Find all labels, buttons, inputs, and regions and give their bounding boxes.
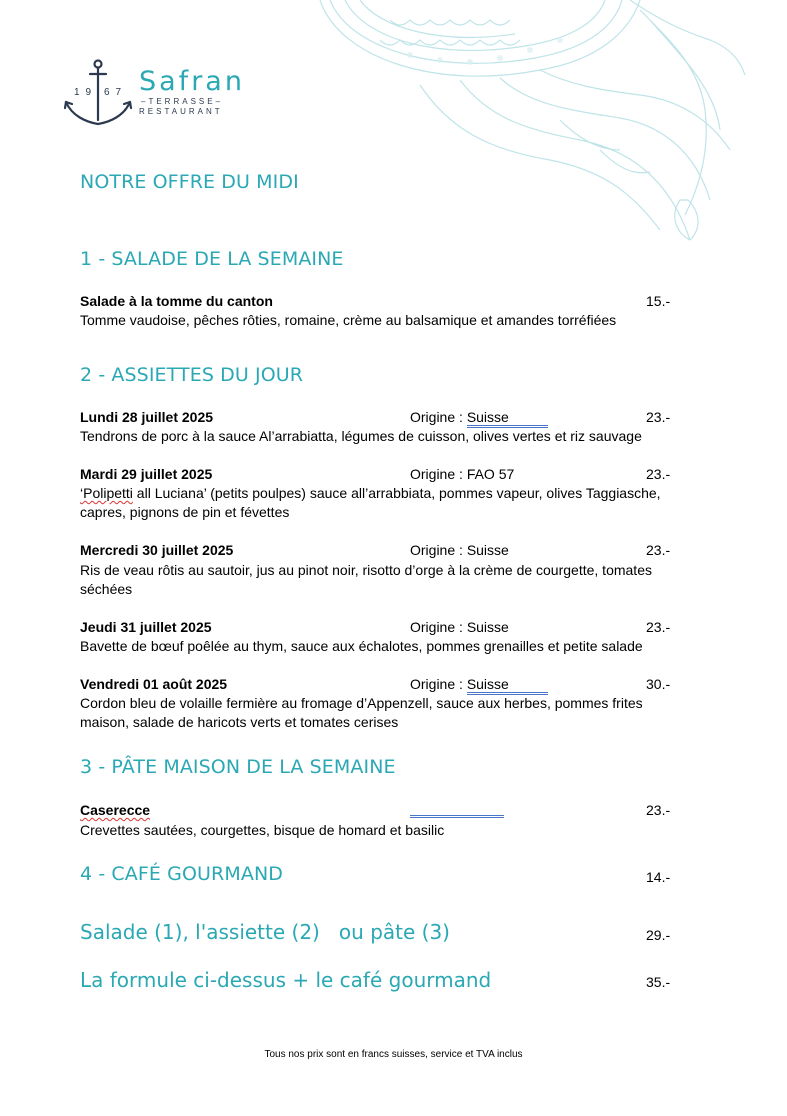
formula-1-label: Salade (1), l'assiette (2) ou pâte (3) — [80, 920, 450, 944]
desc-mardi: ‘Polipetti all Luciana’ (petits poulpes) sauce all’arrabbiata, pommes vapeur, olives Taggiasche, capres, pignons de pin et févettes — [80, 485, 661, 520]
logo-name: Safran — [139, 66, 245, 97]
pate-origin-blank — [410, 815, 504, 818]
salade-name: Salade à la tomme du canton — [80, 293, 273, 309]
price-lundi: 23.- — [646, 409, 671, 425]
section-heading-pate: 3 - PÂTE MAISON DE LA SEMAINE — [80, 756, 396, 778]
formula-1-price: 29.- — [646, 927, 671, 943]
section-heading-cafe: 4 - CAFÉ GOURMAND — [80, 863, 283, 885]
salade-desc: Tomme vaudoise, pêches rôties, romaine, crème au balsamique et amandes torréfiées — [80, 312, 617, 328]
logo-line-1-wrap: –TERRASSE– — [141, 97, 224, 106]
salade-price: 15.- — [646, 293, 671, 309]
day-mercredi: Mercredi 30 juillet 2025 — [80, 542, 234, 558]
logo-year-right: 67 — [104, 87, 128, 98]
desc-vendredi: Cordon bleu de volaille fermière au fromage d’Appenzell, sauce aux herbes, pommes frites maison, salade de haricots verts et tomates cerises — [80, 695, 643, 730]
desc-jeudi: Bavette de bœuf poêlée au thym, sauce aux échalotes, pommes grenailles et petite salade — [80, 638, 643, 654]
section-heading-assiettes: 2 - ASSIETTES DU JOUR — [80, 364, 304, 386]
formula-2-label: La formule ci-dessus + le café gourmand — [80, 968, 492, 992]
price-mercredi: 23.- — [646, 542, 671, 558]
desc-mercredi: Ris de veau rôtis au sautoir, jus au pinot noir, risotto d’orge à la crème de courgette, tomates séchées — [80, 562, 652, 597]
jellyfish-illustration — [300, 0, 760, 250]
price-jeudi: 23.- — [646, 619, 671, 635]
day-jeudi: Jeudi 31 juillet 2025 — [80, 619, 212, 635]
origin-jeudi: Origine : Suisse — [410, 619, 509, 635]
cafe-price: 14.- — [646, 869, 671, 885]
pate-price: 23.- — [646, 802, 671, 818]
origin-mercredi: Origine : Suisse — [410, 542, 509, 558]
logo-line-1: TERRASSE — [148, 97, 216, 106]
logo-year-left: 19 — [74, 87, 98, 98]
section-heading-salade: 1 - SALADE DE LA SEMAINE — [80, 248, 344, 270]
price-mardi: 23.- — [646, 466, 671, 482]
day-vendredi: Vendredi 01 août 2025 — [80, 676, 228, 692]
pate-name: Caserecce — [80, 802, 151, 818]
price-vendredi: 30.- — [646, 676, 671, 692]
origin-lundi: Origine : Suisse — [410, 409, 548, 428]
desc-lundi: Tendrons de porc à la sauce Al’arrabiatta, légumes de cuisson, olives vertes et riz sauvage — [80, 428, 642, 444]
formula-2-price: 35.- — [646, 974, 671, 990]
pate-desc: Crevettes sautées, courgettes, bisque de homard et basilic — [80, 822, 445, 838]
day-mardi: Mardi 29 juillet 2025 — [80, 466, 213, 482]
origin-vendredi: Origine : Suisse — [410, 676, 548, 695]
page-title: NOTRE OFFRE DU MIDI — [80, 171, 299, 193]
logo-line-2: RESTAURANT — [139, 107, 223, 116]
origin-mardi: Origine : FAO 57 — [410, 466, 515, 482]
day-lundi: Lundi 28 juillet 2025 — [80, 409, 214, 425]
footer-note: Tous nos prix sont en francs suisses, service et TVA inclus — [264, 1049, 523, 1060]
